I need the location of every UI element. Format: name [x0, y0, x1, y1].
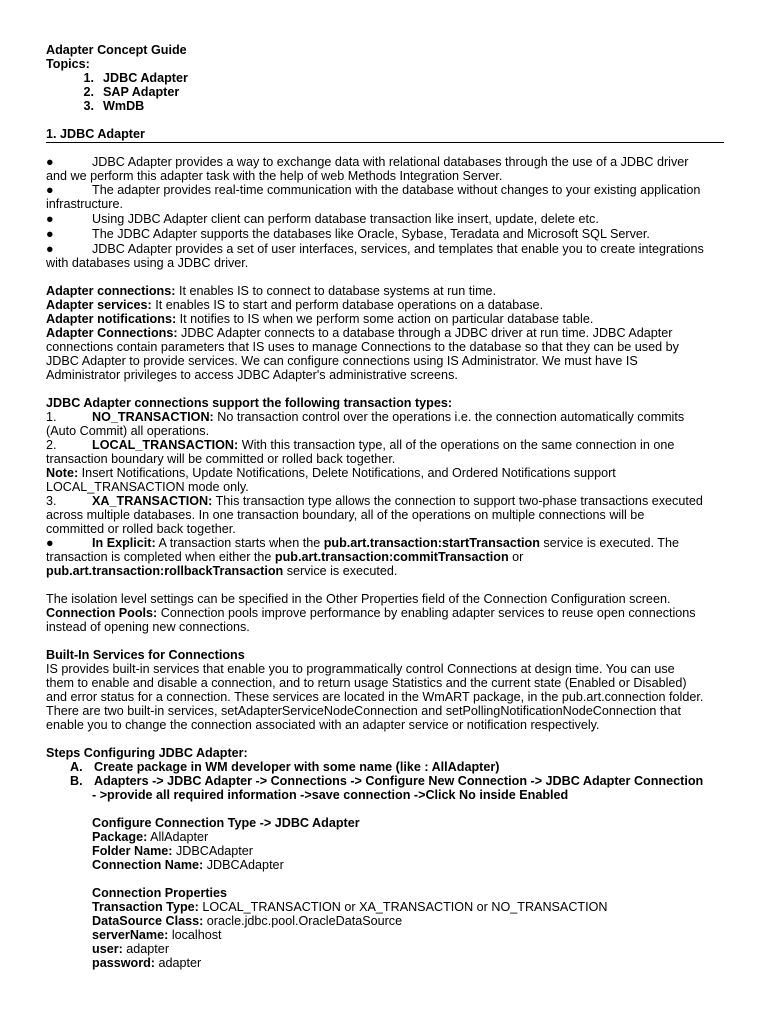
bullet-item-cont: with databases using a JDBC driver. — [46, 256, 249, 270]
topics-label: Topics: — [46, 57, 90, 71]
topic-item: 2. SAP Adapter — [83, 85, 180, 99]
bullet-icon: ● — [46, 155, 54, 169]
builtin-section — [46, 648, 722, 732]
steps-section — [46, 746, 722, 802]
builtin-text: enable you to change the connection associated with an adapter service or notification respectively. — [46, 718, 600, 732]
document-page — [46, 43, 722, 970]
config-folder: Folder Name: JDBCAdapter — [92, 844, 253, 858]
def-services: Adapter services: It enables IS to start and perform database operations on a database. — [46, 298, 544, 312]
bullet-icon: ● — [46, 242, 54, 256]
topic-item: 1. JDBC Adapter — [83, 71, 188, 85]
config-package: Package: AllAdapter — [92, 830, 209, 844]
tx-item: 1. NO_TRANSACTION: No transaction control over the operations i.e. the connection automatically commits — [46, 410, 685, 424]
tx-note: Note: Insert Notifications, Update Notifications, Delete Notifications, and Ordered Notifications support — [46, 466, 616, 480]
props-section — [46, 886, 722, 970]
bullet-icon: ● — [46, 183, 54, 197]
bullet-item: ● Using JDBC Adapter client can perform database transaction like insert, update, delete etc. — [46, 212, 599, 226]
def-text: connections contain parameters that IS uses to manage Connections to the database so that they can be used by — [46, 340, 679, 354]
tx-explicit: ● In Explicit: A transaction starts when the pub.art.transaction:startTransaction service is executed. The — [46, 536, 680, 550]
step-item: A. Create package in WM developer with some name (like : AllAdapter) — [70, 760, 500, 774]
bullet-icon: ● — [46, 227, 54, 241]
tx-text: (Auto Commit) all operations. — [46, 424, 210, 438]
section-heading: 1. JDBC Adapter — [46, 127, 145, 141]
config-section — [46, 816, 722, 872]
bullet-item-cont: and we perform this adapter task with the help of web Methods Integration Server. — [46, 169, 503, 183]
iso-text: The isolation level settings can be specified in the Other Properties field of the Connection Configuration screen. — [46, 592, 671, 606]
bullet-icon: ● — [46, 212, 54, 226]
config-connection-name: Connection Name: JDBCAdapter — [92, 858, 284, 872]
bullet-icon: ● — [46, 536, 54, 550]
builtin-text: IS provides built-in services that enable you to programmatically control Connections at design time. You can use — [46, 662, 675, 676]
builtin-text: There are two built-in services, setAdapterServiceNodeConnection and setPollingNotificationNodeConnection that — [46, 704, 681, 718]
props-heading: Connection Properties — [92, 886, 228, 900]
builtin-text: them to enable and disable a connection, and to return usage Statistics and the current state (Enabled or Disabled) — [46, 676, 687, 690]
transaction-types — [46, 396, 722, 578]
adapter-definitions — [46, 284, 722, 382]
doc-title: Adapter Concept Guide — [46, 43, 187, 57]
pool-text-cont: instead of opening new connections. — [46, 620, 250, 634]
def-notifications: Adapter notifications: It notifies to IS when we perform some action on particular database table. — [46, 312, 594, 326]
bullet-item: ● JDBC Adapter provides a set of user interfaces, services, and templates that enable you to create integrations — [46, 242, 704, 256]
def-connections-2: Adapter Connections: JDBC Adapter connects to a database through a JDBC driver at run time. JDBC Adapter — [46, 326, 673, 340]
prop-server-name: serverName: localhost — [92, 928, 222, 942]
def-text: JDBC Adapter to provide services. We can configure connections using IS Administrator. We must have IS — [46, 354, 638, 368]
prop-user: user: adapter — [92, 942, 170, 956]
step-item: B. Adapters -> JDBC Adapter -> Connections -> Configure New Connection -> JDBC Adapter Connection — [70, 774, 704, 788]
bullet-item: ● The adapter provides real-time communication with the database without changes to your existing application — [46, 183, 701, 197]
bullet-item: ● The JDBC Adapter supports the databases like Oracle, Sybase, Teradata and Microsoft SQL Server. — [46, 227, 650, 241]
tx-text: pub.art.transaction:rollbackTransaction service is executed. — [46, 564, 398, 578]
prop-datasource-class: DataSource Class: oracle.jdbc.pool.OracleDataSource — [92, 914, 403, 928]
topic-item: 3. WmDB — [83, 99, 145, 113]
bullet-list — [46, 155, 722, 270]
config-heading: Configure Connection Type -> JDBC Adapter — [92, 816, 360, 830]
tx-text: LOCAL_TRANSACTION mode only. — [46, 480, 249, 494]
def-connections: Adapter connections: It enables IS to connect to database systems at run time. — [46, 284, 497, 298]
tx-text: transaction boundary will be committed or rolled back together. — [46, 452, 396, 466]
tx-item: 3. XA_TRANSACTION: This transaction type allows the connection to support two-phase transactions executed — [46, 494, 703, 508]
tx-text: across multiple databases. In one transaction boundary, all of the operations on multiple connections will be — [46, 508, 645, 522]
tx-item: 2. LOCAL_TRANSACTION: With this transaction type, all of the operations on the same connection in one — [46, 438, 675, 452]
builtin-text: and error status for a connection. These services are located in the WmART package, in the pub.art.connection folder. — [46, 690, 704, 704]
tx-text: committed or rolled back together. — [46, 522, 236, 536]
step-item-cont: - >provide all required information ->save connection ->Click No inside Enabled — [92, 788, 569, 802]
steps-heading: Steps Configuring JDBC Adapter: — [46, 746, 248, 760]
tx-text: transaction is completed when either the pub.art.transaction:commitTransaction or — [46, 550, 524, 564]
prop-transaction-type: Transaction Type: LOCAL_TRANSACTION or XA_TRANSACTION or NO_TRANSACTION — [92, 900, 608, 914]
bullet-item: ● JDBC Adapter provides a way to exchange data with relational databases through the use of a JDBC driver — [46, 155, 689, 169]
def-text: Administrator privileges to access JDBC Adapter's administrative screens. — [46, 368, 458, 382]
pool-text: Connection Pools: Connection pools improve performance by enabling adapter services to reuse open connections — [46, 606, 696, 620]
isolation-section — [46, 592, 722, 634]
tx-heading: JDBC Adapter connections support the following transaction types: — [46, 396, 453, 410]
bullet-item-cont: infrastructure. — [46, 197, 123, 211]
builtin-heading: Built-In Services for Connections — [46, 648, 245, 662]
prop-password: password: adapter — [92, 956, 202, 970]
